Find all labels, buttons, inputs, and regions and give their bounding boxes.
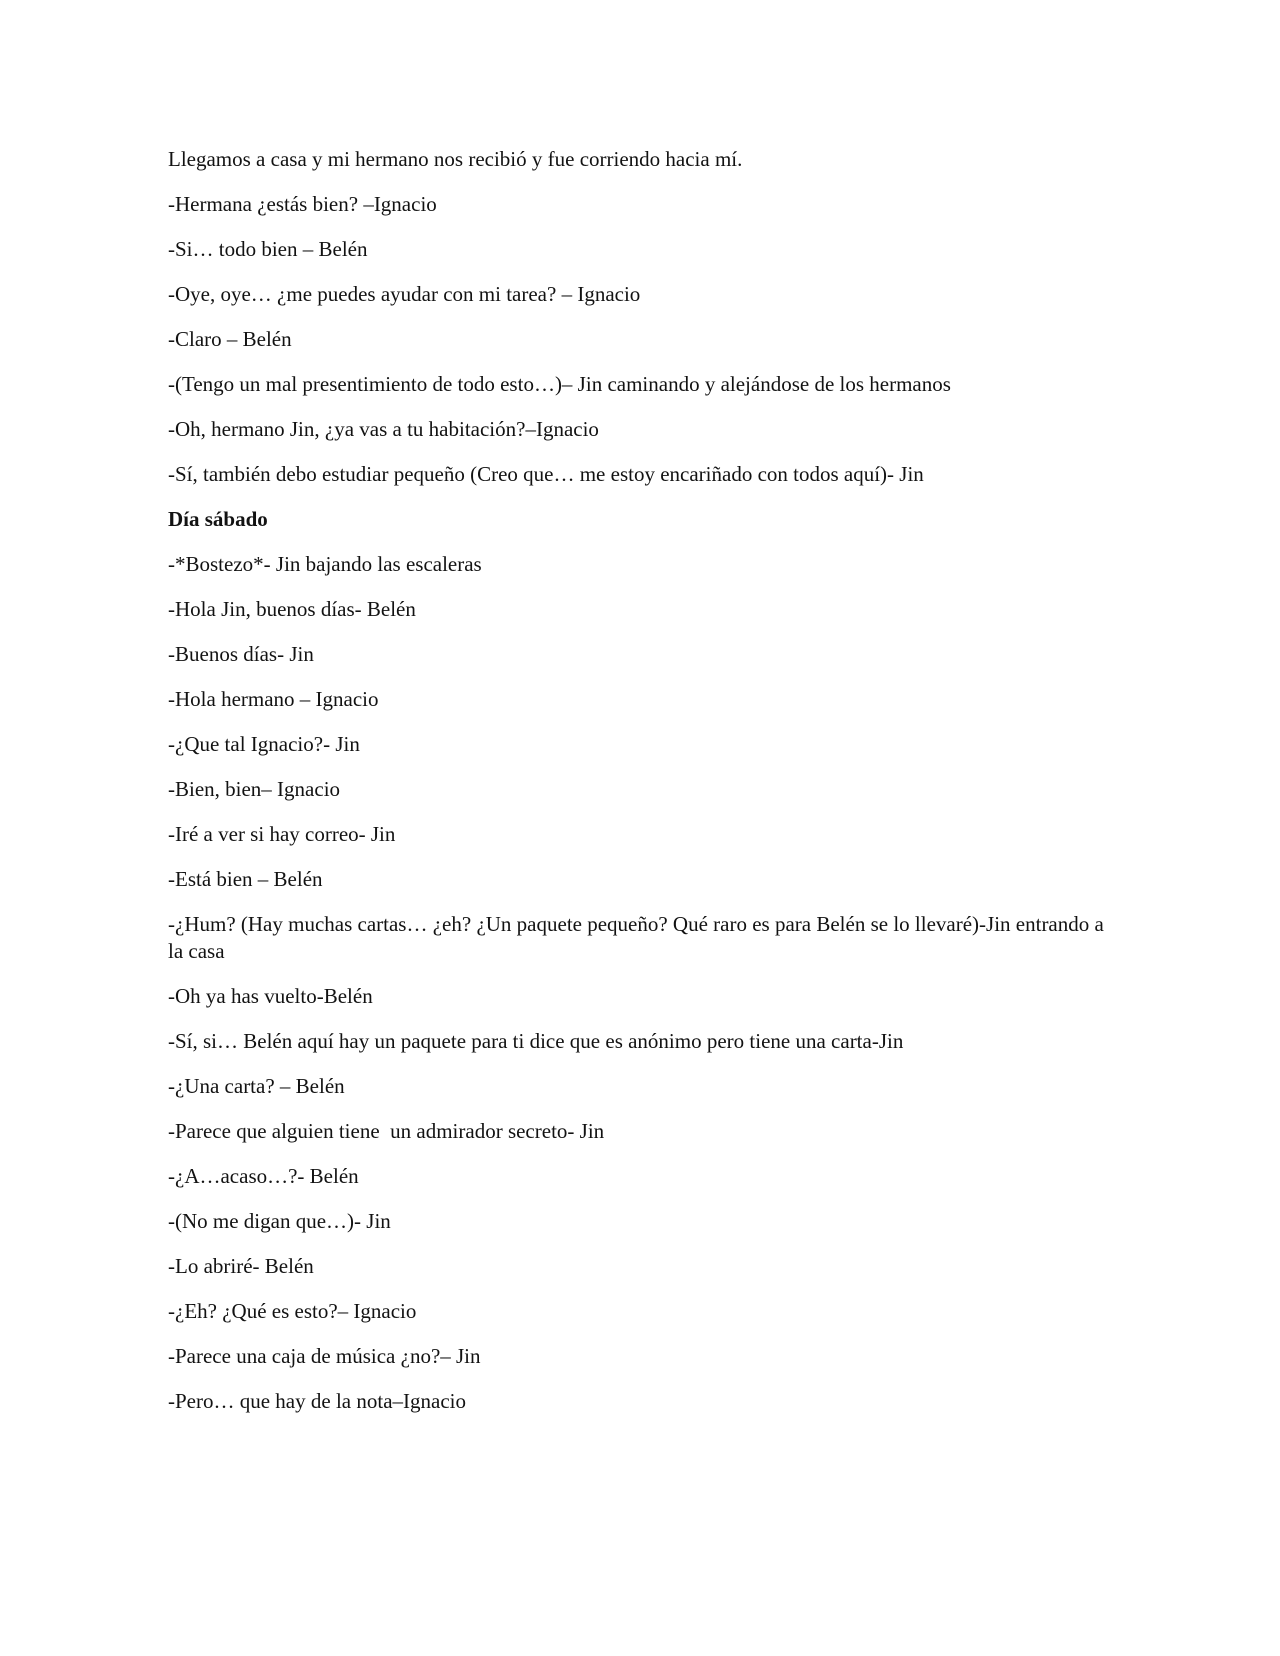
dialogue-line: -Oh ya has vuelto-Belén	[168, 984, 373, 1008]
dialogue-line: -Claro – Belén	[168, 327, 292, 351]
section-heading: Día sábado	[168, 507, 268, 531]
dialogue-line: -(Tengo un mal presentimiento de todo esto…)– Jin caminando y alejándose de los hermanos	[168, 372, 951, 396]
dialogue-line: -Hermana ¿estás bien? –Ignacio	[168, 192, 437, 216]
dialogue-line: -Lo abriré- Belén	[168, 1254, 314, 1278]
dialogue-line: -Parece que alguien tiene un admirador secreto- Jin	[168, 1119, 605, 1143]
dialogue-line: -Sí, si… Belén aquí hay un paquete para ti dice que es anónimo pero tiene una carta-Jin	[168, 1029, 904, 1053]
dialogue-line: -¿Que tal Ignacio?- Jin	[168, 732, 360, 756]
dialogue-line: -Hola Jin, buenos días- Belén	[168, 597, 416, 621]
dialogue-line: -¿Hum? (Hay muchas cartas… ¿eh? ¿Un paquete pequeño? Qué raro es para Belén se lo llevaré)-Jin entrando a la casa	[168, 912, 1110, 963]
narration-line: Llegamos a casa y mi hermano nos recibió y fue corriendo hacia mí.	[168, 147, 743, 171]
dialogue-line: -Oye, oye… ¿me puedes ayudar con mi tarea? – Ignacio	[168, 282, 641, 306]
dialogue-line: -Buenos días- Jin	[168, 642, 314, 666]
dialogue-line: -¿Una carta? – Belén	[168, 1074, 345, 1098]
document-text-body	[168, 146, 1114, 1433]
dialogue-line: -Hola hermano – Ignacio	[168, 687, 379, 711]
dialogue-line: -Iré a ver si hay correo- Jin	[168, 822, 396, 846]
dialogue-line: -(No me digan que…)- Jin	[168, 1209, 391, 1233]
dialogue-line: -Bien, bien– Ignacio	[168, 777, 341, 801]
dialogue-line: -Oh, hermano Jin, ¿ya vas a tu habitación?–Ignacio	[168, 417, 599, 441]
dialogue-line: -Parece una caja de música ¿no?– Jin	[168, 1344, 481, 1368]
dialogue-line: -¿Eh? ¿Qué es esto?– Ignacio	[168, 1299, 417, 1323]
dialogue-line: -Está bien – Belén	[168, 867, 323, 891]
dialogue-line: -Sí, también debo estudiar pequeño (Creo que… me estoy encariñado con todos aquí)- Jin	[168, 462, 924, 486]
dialogue-line: -*Bostezo*- Jin bajando las escaleras	[168, 552, 482, 576]
dialogue-line: -¿A…acaso…?- Belén	[168, 1164, 359, 1188]
dialogue-line: -Si… todo bien – Belén	[168, 237, 368, 261]
dialogue-line: -Pero… que hay de la nota–Ignacio	[168, 1389, 466, 1413]
